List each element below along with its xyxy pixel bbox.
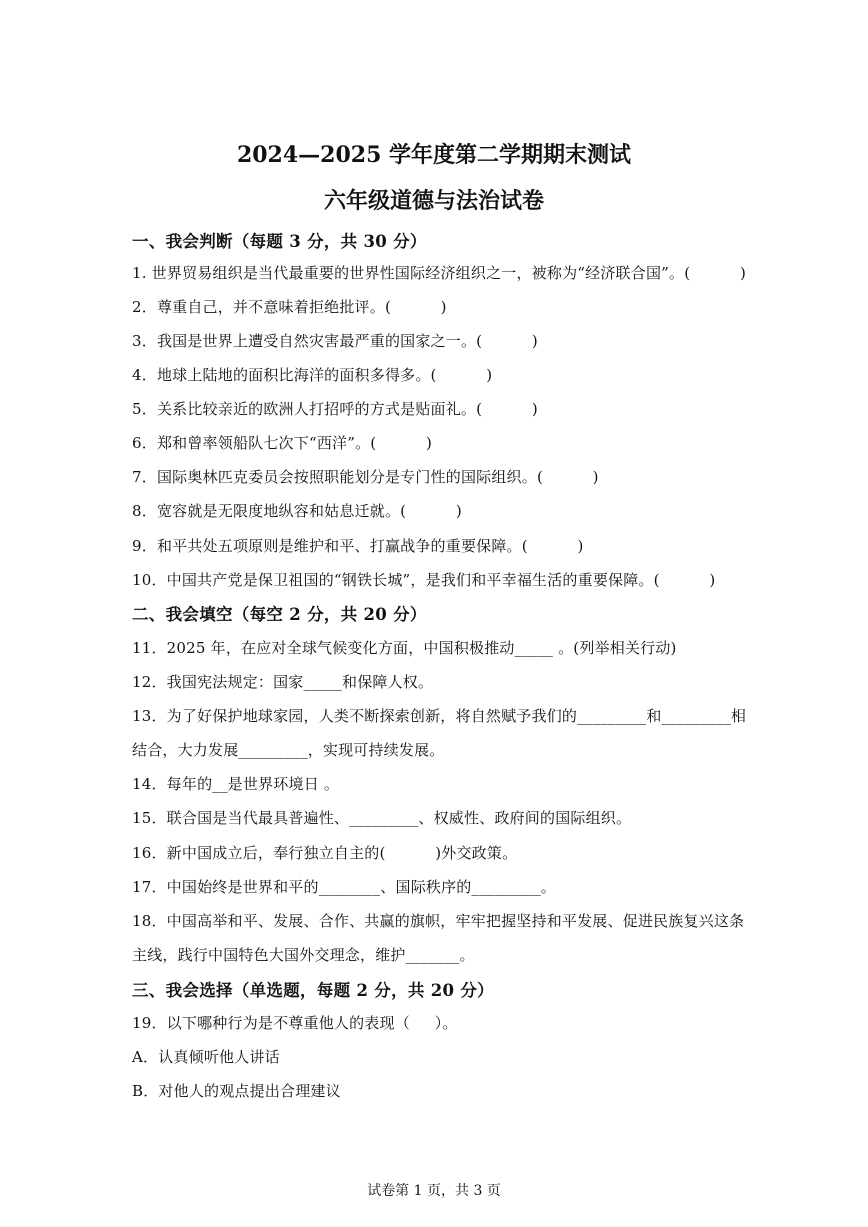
question-5: 5．关系比较亲近的欧洲人打招呼的方式是贴面礼。( ) (132, 400, 538, 418)
question-13-line-2: 结合，大力发展_________，实现可持续发展。 (132, 741, 445, 759)
question-16: 16．新中国成立后，奉行独立自主的( )外交政策。 (132, 844, 518, 862)
question-19-option-a: A．认真倾听他人讲话 (132, 1048, 280, 1066)
question-14: 14．每年的__是世界环境日 。 (132, 775, 340, 793)
question-15: 15．联合国是当代最具普遍性、_________、权威性、政府间的国际组织。 (132, 809, 632, 827)
question-1: 1. 世界贸易组织是当代最重要的世界性国际经济组织之一，被称为“经济联合国”。( ) (132, 264, 747, 282)
section-heading-fill: 二、我会填空（每空 2 分，共 20 分） (132, 605, 427, 624)
section-heading-choice: 三、我会选择（单选题，每题 2 分，共 20 分） (132, 981, 494, 1000)
question-10: 10．中国共产党是保卫祖国的“钢铁长城”，是我们和平幸福生活的重要保障。( ) (132, 571, 716, 589)
question-18-line-2: 主线，践行中国特色大国外交理念，维护_______。 (132, 946, 475, 964)
question-19: 19．以下哪种行为是不尊重他人的表现（ ）。 (132, 1014, 458, 1032)
question-9: 9．和平共处五项原则是维护和平、打赢战争的重要保障。( ) (132, 537, 584, 555)
question-19-option-b: B．对他人的观点提出合理建议 (132, 1082, 341, 1100)
section-heading-judge: 一、我会判断（每题 3 分，共 30 分） (132, 232, 427, 251)
question-13-line-1: 13．为了好保护地球家园，人类不断探索创新，将自然赋予我们的_________和_________相 (132, 707, 747, 725)
question-12: 12．我国宪法规定：国家_____和保障人权。 (132, 673, 434, 691)
exam-subtitle: 六年级道德与法治试卷 (323, 188, 544, 214)
question-3: 3．我国是世界上遭受自然灾害最严重的国家之一。( ) (132, 332, 538, 350)
question-11: 11．2025 年，在应对全球气候变化方面，中国积极推动_____ 。(列举相关行动) (132, 639, 677, 657)
question-8: 8．宽容就是无限度地纵容和姑息迁就。( ) (132, 502, 462, 520)
question-18-line-1: 18．中国高举和平、发展、合作、共赢的旗帜，牢牢把握坚持和平发展、促进民族复兴这条 (132, 912, 745, 930)
question-7: 7．国际奥林匹克委员会按照职能划分是专门性的国际组织。( ) (132, 468, 599, 486)
question-17: 17．中国始终是世界和平的________、国际秩序的_________。 (132, 878, 556, 896)
exam-title: 2024—2025 学年度第二学期期末测试 (236, 142, 632, 168)
question-2: 2．尊重自己，并不意味着拒绝批评。( ) (132, 298, 447, 316)
page-footer: 试卷第 1 页，共 3 页 (367, 1183, 501, 1199)
question-6: 6．郑和曾率领船队七次下“西洋”。( ) (132, 434, 433, 452)
question-4: 4．地球上陆地的面积比海洋的面积多得多。( ) (132, 366, 493, 384)
